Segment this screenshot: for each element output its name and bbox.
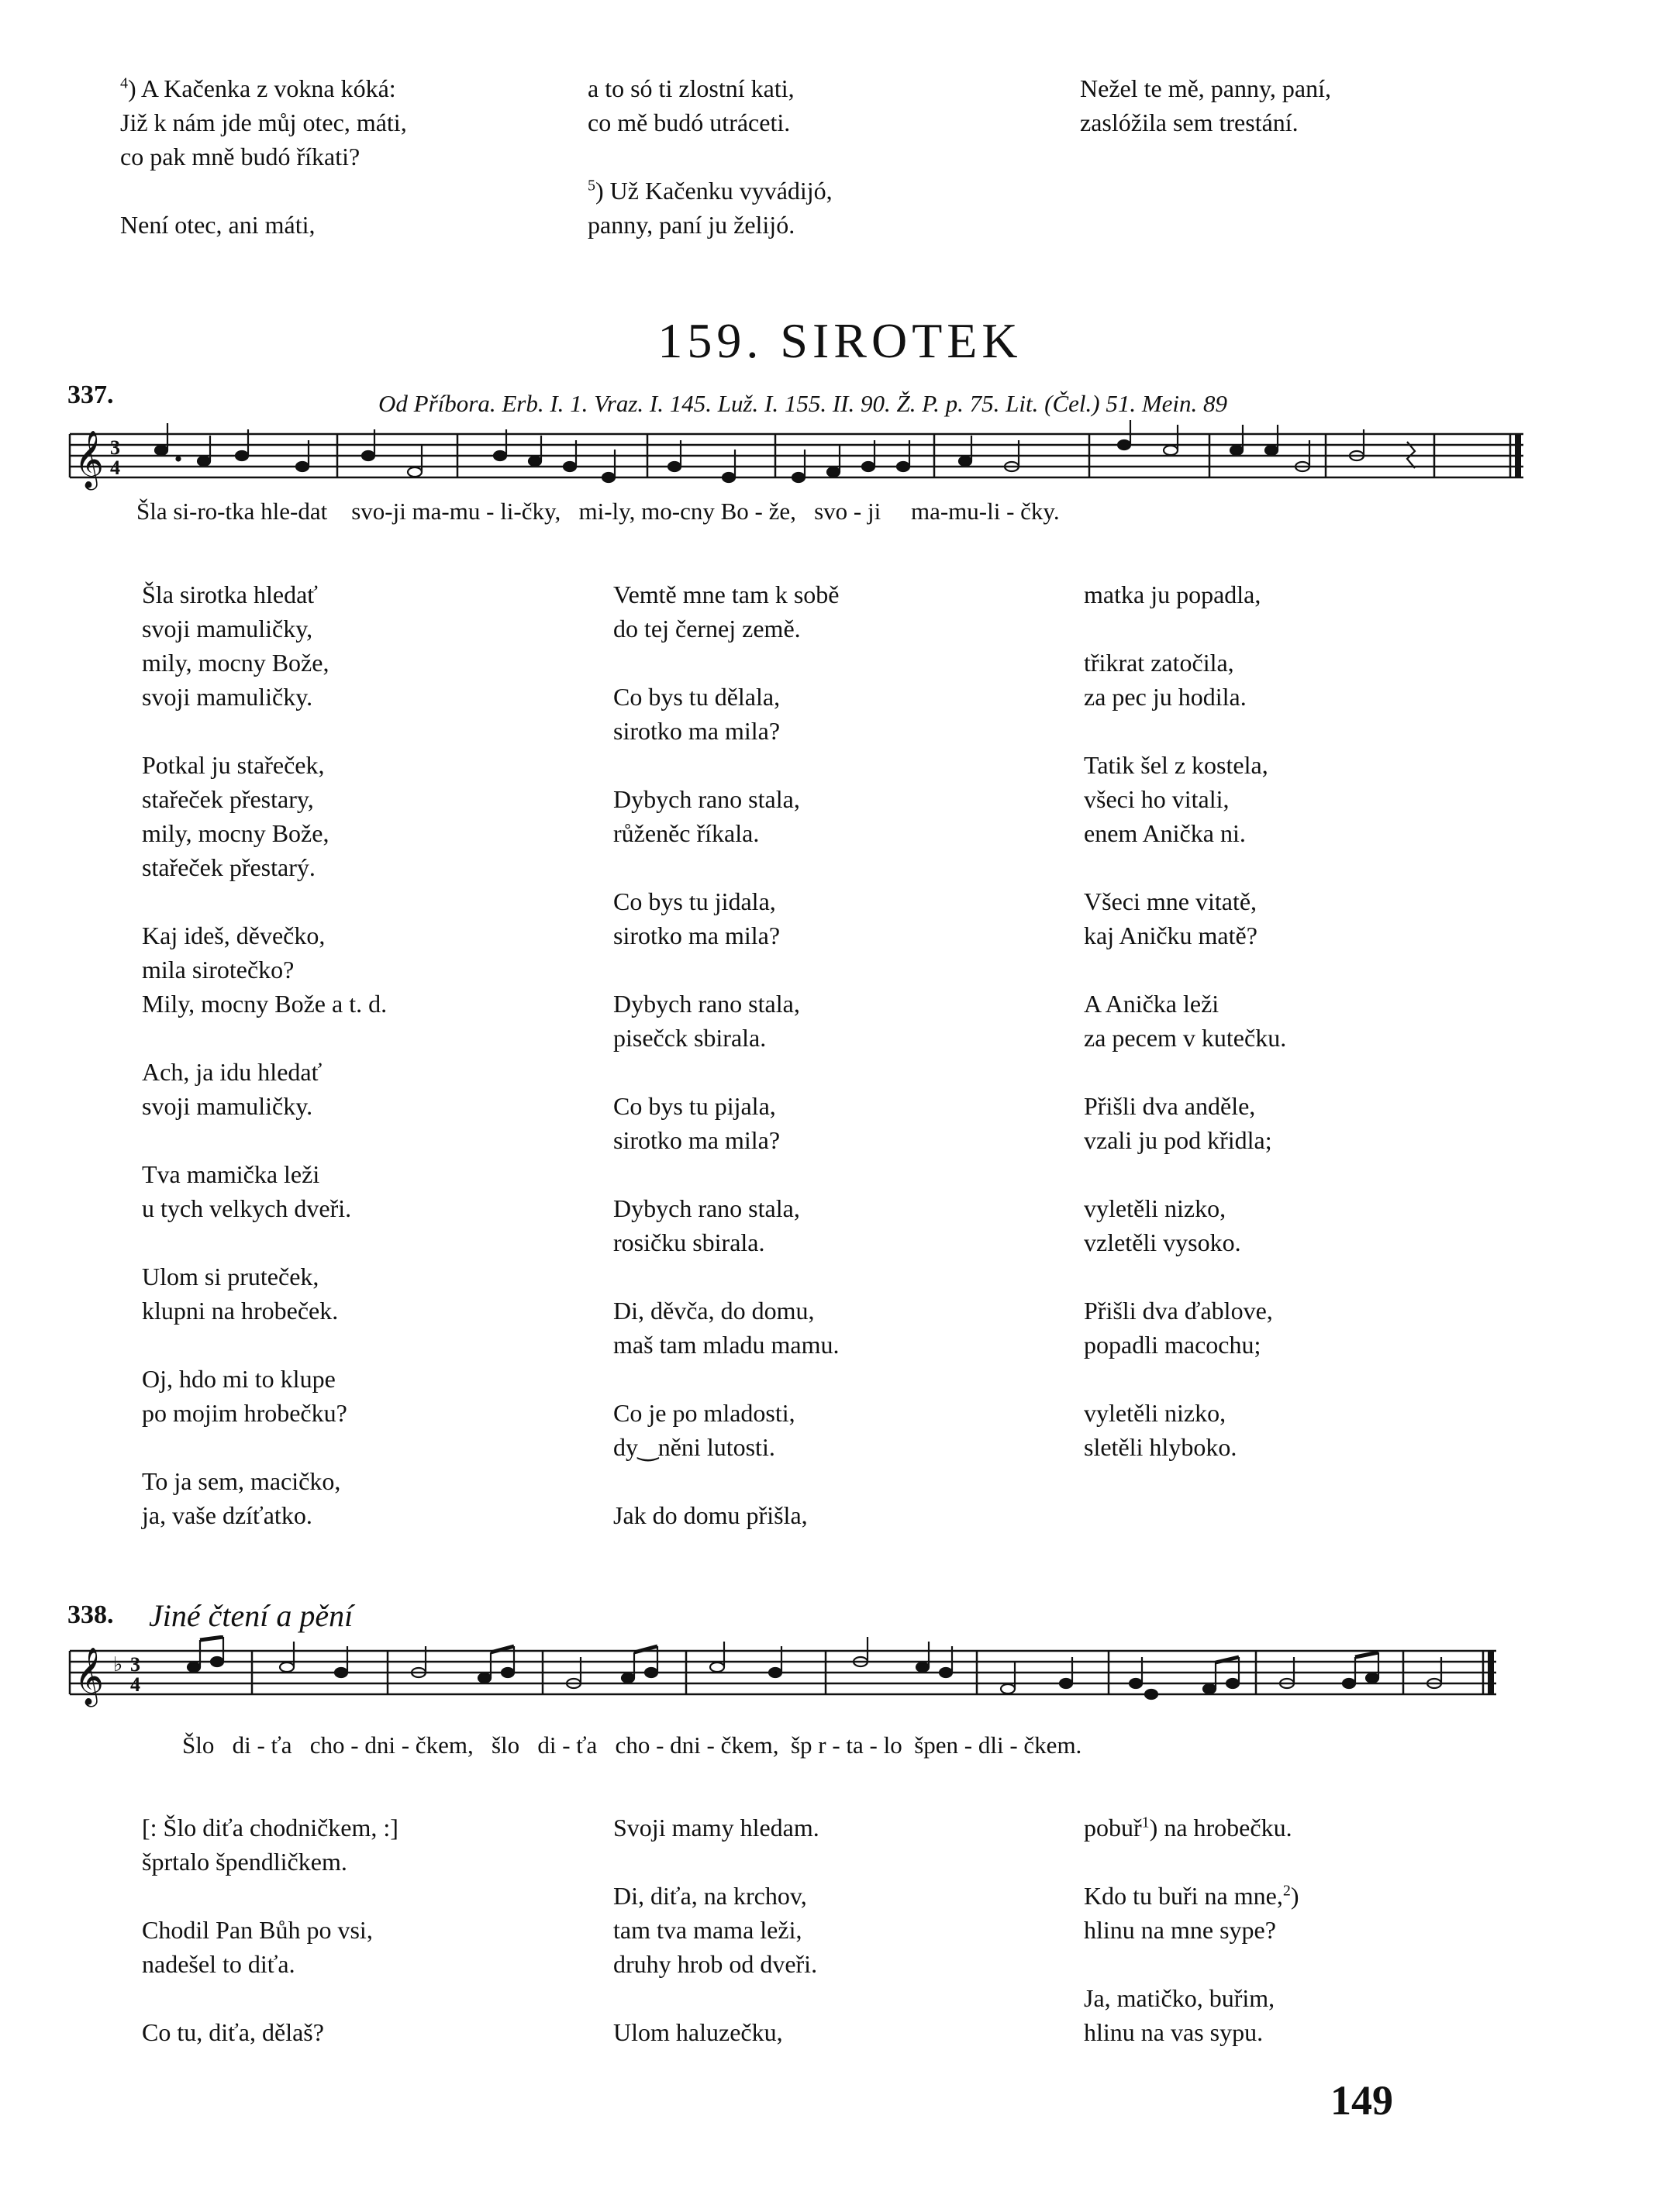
verse-text: hlinu na mne sype? [1084,1916,1276,1944]
verse-line: mily, mocny Bože, [142,649,329,677]
stanza-gap [613,1845,819,1879]
verse-line: Jak do domu přišla, [613,1501,808,1529]
verse-line: vzletěli vysoko. [1084,1228,1241,1256]
verse-line: Oj, hdo mi to klupe [142,1365,336,1393]
svg-text:𝄞: 𝄞 [74,1648,104,1705]
verse-line: Všeci mne vitatě, [1084,887,1257,915]
verse-line: rosičku sbirala. [613,1228,765,1256]
verse-line: Přišli dva ďablove, [1084,1297,1273,1325]
stanza-gap [1084,1259,1286,1294]
verse-line: Tatik šel z kostela, [1084,751,1268,779]
song-number-338: 338. [67,1600,114,1629]
verse-text: Již k nám jde můj otec, máti, [120,109,407,136]
verse-line: u tych velkych dveři. [142,1194,352,1222]
verse-line: enem Anička ni. [1084,819,1246,847]
stanza-gap [1084,714,1286,748]
source-reference: Od Příbora. Erb. I. 1. Vraz. I. 145. Luž. I. 155. II. 90. Ž. P. p. 75. Lit. (Čel.) 51. Mein. 89 [378,390,1228,417]
stanza-gap [613,1362,840,1396]
stanza-gap [613,748,840,782]
verse-line: třikrat zatočila, [1084,649,1234,677]
song-338-verses-col3 [1084,1811,1299,2049]
verse-text: Ja, matičko, buřim, [1084,1984,1275,2012]
stanza-gap [142,884,387,918]
verse-line: Co bys tu pijala, [613,1092,776,1120]
verse-line: To ja sem, macičko, [142,1467,341,1495]
verse-text: co pak mně budó říkati? [120,143,360,171]
stanza-gap [613,1055,840,1089]
variant-title: Jiné čtení a pění [149,1598,354,1633]
verse-line: druhy hrob od dveři. [613,1950,818,1978]
verse-line [1084,1981,1299,2015]
verse-text: ) [1290,1882,1299,1910]
verse-line: po mojim hrobečku? [142,1399,347,1427]
stanza-gap [613,850,840,884]
verse-line [120,105,407,140]
top-verses-col1 [120,71,407,242]
verse-text: A Kačenka z vokna kóká: [140,74,396,102]
music-staff-338 [62,1635,1680,1721]
music-staff-337 [62,419,1680,504]
verse-line: sletěli hlyboko. [1084,1433,1237,1461]
stanza-gap [613,1259,840,1294]
verse-line: všeci ho vitali, [1084,785,1230,813]
verse-line: Kaj ideš, děvečko, [142,922,326,949]
verse-line [1084,1879,1299,1913]
verse-line: šprtalo špendličkem. [142,1848,347,1876]
verse-line: Vemtě mne tam k sobě [613,581,840,608]
verse-line: maš tam mladu mamu. [613,1331,840,1359]
stanza-gap [142,1328,387,1362]
verse-line: matka ju popadla, [1084,581,1261,608]
verse-line: Co bys tu dělala, [613,683,781,711]
song-159-verses-col1 [142,577,387,1532]
verse-line: za pecem v kutečku. [1084,1024,1287,1052]
verse-line: sirotko ma mila? [613,1126,781,1154]
verse-line: kaj Aničku matě? [1084,922,1257,949]
verse-line: růženěc říkala. [613,819,760,847]
stanza-gap [613,1981,819,2015]
verse-line: Svoji mamy hledam. [613,1814,819,1842]
verse-line [588,105,833,140]
stanza-gap [613,1157,840,1191]
footnote-mark: 4 [120,74,128,92]
verse-text: co mě budó utráceti. [588,109,791,136]
song-337-lyrics: Šla si-ro-tka hle-dat svo-ji ma-mu - li-čky, mi-ly, mo-cny Bo - že, svo - ji ma-mu-li - čky. [136,498,1060,525]
stanza-gap [142,1123,387,1157]
verse-line: klupni na hrobeček. [142,1297,339,1325]
stanza-gap [142,1021,387,1055]
stanza-gap [613,646,840,680]
verse-line: Di, diťa, na krchov, [613,1882,807,1910]
verse-text: Nežel te mě, panny, paní, [1080,74,1332,102]
verse-line: ja, vaše dzíťatko. [142,1501,312,1529]
verse-line [1080,105,1331,140]
verse-line: Přišli dva anděle, [1084,1092,1256,1120]
verse-line: $^5$) Už Kačenku vyvádijó, [588,177,833,205]
verse-line [120,208,407,242]
verse-line: sirotko ma mila? [613,717,781,745]
song-338-verses-col2 [613,1811,819,2049]
verse-line: dy‿něni lutosti. [613,1433,775,1461]
verse-line: pisečck sbirala. [613,1024,767,1052]
verse-line: stařeček přestarý. [142,853,316,881]
stanza-gap [142,1225,387,1259]
stanza-gap [1084,1055,1286,1089]
verse-line [588,71,833,105]
song-338-lyrics: Šlo di - ťa cho - dni - čkem, šlo di - ťa cho - dni - čkem, šp r - ta - lo špen - dli - čkem. [182,1731,1082,1759]
song-159-verses-col3 [1084,577,1286,1464]
top-verses-col2 [588,71,833,242]
verse-line: stařeček přestary, [142,785,314,813]
verse-line: Co tu, diťa, dělaš? [142,2018,324,2046]
verse-line: svoji mamuličky, [142,615,313,643]
svg-text:4: 4 [130,1673,140,1696]
verse-line: svoji mamuličky. [142,683,313,711]
song-338-verses-col1 [142,1811,398,2049]
verse-text: panny, paní ju želijó. [588,211,795,239]
footnote-mark: 1 [1141,1814,1150,1831]
verse-line: Co je po mladosti, [613,1399,795,1427]
song-number-337: 337. [67,381,114,409]
verse-text: Není otec, ani máti, [120,211,316,239]
verse-line [120,140,407,174]
svg-text:3: 3 [130,1653,140,1676]
stanza-gap [120,174,407,208]
verse-text: pobuř [1084,1814,1142,1842]
stanza-gap [142,1879,398,1913]
verse-line: $^4$) A Kačenka z vokna kóká: [120,74,396,102]
verse-line: svoji mamuličky. [142,1092,313,1120]
song-159-verses-col2 [613,577,840,1532]
page-number: 149 [1330,2077,1393,2124]
verse-line: Ulom si pruteček, [142,1263,319,1290]
verse-text: ) na hrobečku. [1149,1814,1292,1842]
verse-line: vyletěli nizko, [1084,1399,1226,1427]
stanza-gap [1084,850,1286,884]
verse-line [588,208,833,242]
svg-text:4: 4 [110,457,120,479]
verse-line: popadli macochu; [1084,1331,1261,1359]
verse-line: A Anička leži [1084,990,1219,1018]
stanza-gap [142,1430,387,1464]
verse-line: Ulom haluzečku, [613,2018,783,2046]
verse-line: vyletěli nizko, [1084,1194,1226,1222]
verse-line: Dybych rano stala, [613,1194,800,1222]
verse-line: Dybych rano stala, [613,990,800,1018]
verse-text: hlinu na vas sypu. [1084,2018,1264,2046]
verse-line [1084,2015,1299,2049]
top-verses-col3 [1080,71,1331,140]
verse-line: [: Šlo diťa chodničkem, :] [142,1814,398,1842]
verse-line: Tva mamička leži [142,1160,320,1188]
verse-text: Kdo tu buři na mne, [1084,1882,1283,1910]
stanza-gap [142,1981,398,2015]
stanza-gap [1084,612,1286,646]
verse-line: Di, děvča, do domu, [613,1297,815,1325]
stanza-gap [142,714,387,748]
verse-line: sirotko ma mila? [613,922,781,949]
stanza-gap [1084,1157,1286,1191]
verse-line: Chodil Pan Bůh po vsi, [142,1916,373,1944]
stanza-gap [588,140,833,174]
verse-text: a to só ti zlostní kati, [588,74,795,102]
verse-line [1080,71,1331,105]
verse-line: vzali ju pod křidla; [1084,1126,1272,1154]
verse-line [1084,1913,1299,1947]
stanza-gap [1084,1362,1286,1396]
verse-line: mila sirotečko? [142,956,295,984]
stanza-gap [1084,1947,1299,1981]
verse-line: nadešel to diťa. [142,1950,295,1978]
stanza-gap [613,953,840,987]
verse-line: Mily, mocny Bože a t. d. [142,990,388,1018]
verse-line: Dybych rano stala, [613,785,800,813]
verse-text: Už Kačenku vyvádijó, [609,177,833,205]
verse-line: do tej černej země. [613,615,801,643]
verse-text: zaslóžila sem trestání. [1080,109,1299,136]
stanza-gap [613,1464,840,1498]
stanza-gap [1084,1845,1299,1879]
verse-line: Šla sirotka hledať [142,581,318,608]
verse-line: za pec ju hodila. [1084,683,1247,711]
verse-line: Co bys tu jidala, [613,887,776,915]
svg-text:3: 3 [110,436,120,459]
song-title: 159. SIROTEK [657,313,1023,368]
verse-line: tam tva mama leži, [613,1916,802,1944]
footnote-mark: 2 [1282,1882,1291,1900]
footnote-mark: 5 [588,177,595,195]
verse-line: Potkal ju stařeček, [142,751,325,779]
svg-text:𝄞: 𝄞 [74,431,104,488]
verse-line [1084,1811,1299,1845]
stanza-gap [1084,953,1286,987]
verse-line: mily, mocny Bože, [142,819,329,847]
verse-line: Ach, ja idu hledať [142,1058,323,1086]
svg-text:♭: ♭ [113,1653,123,1676]
